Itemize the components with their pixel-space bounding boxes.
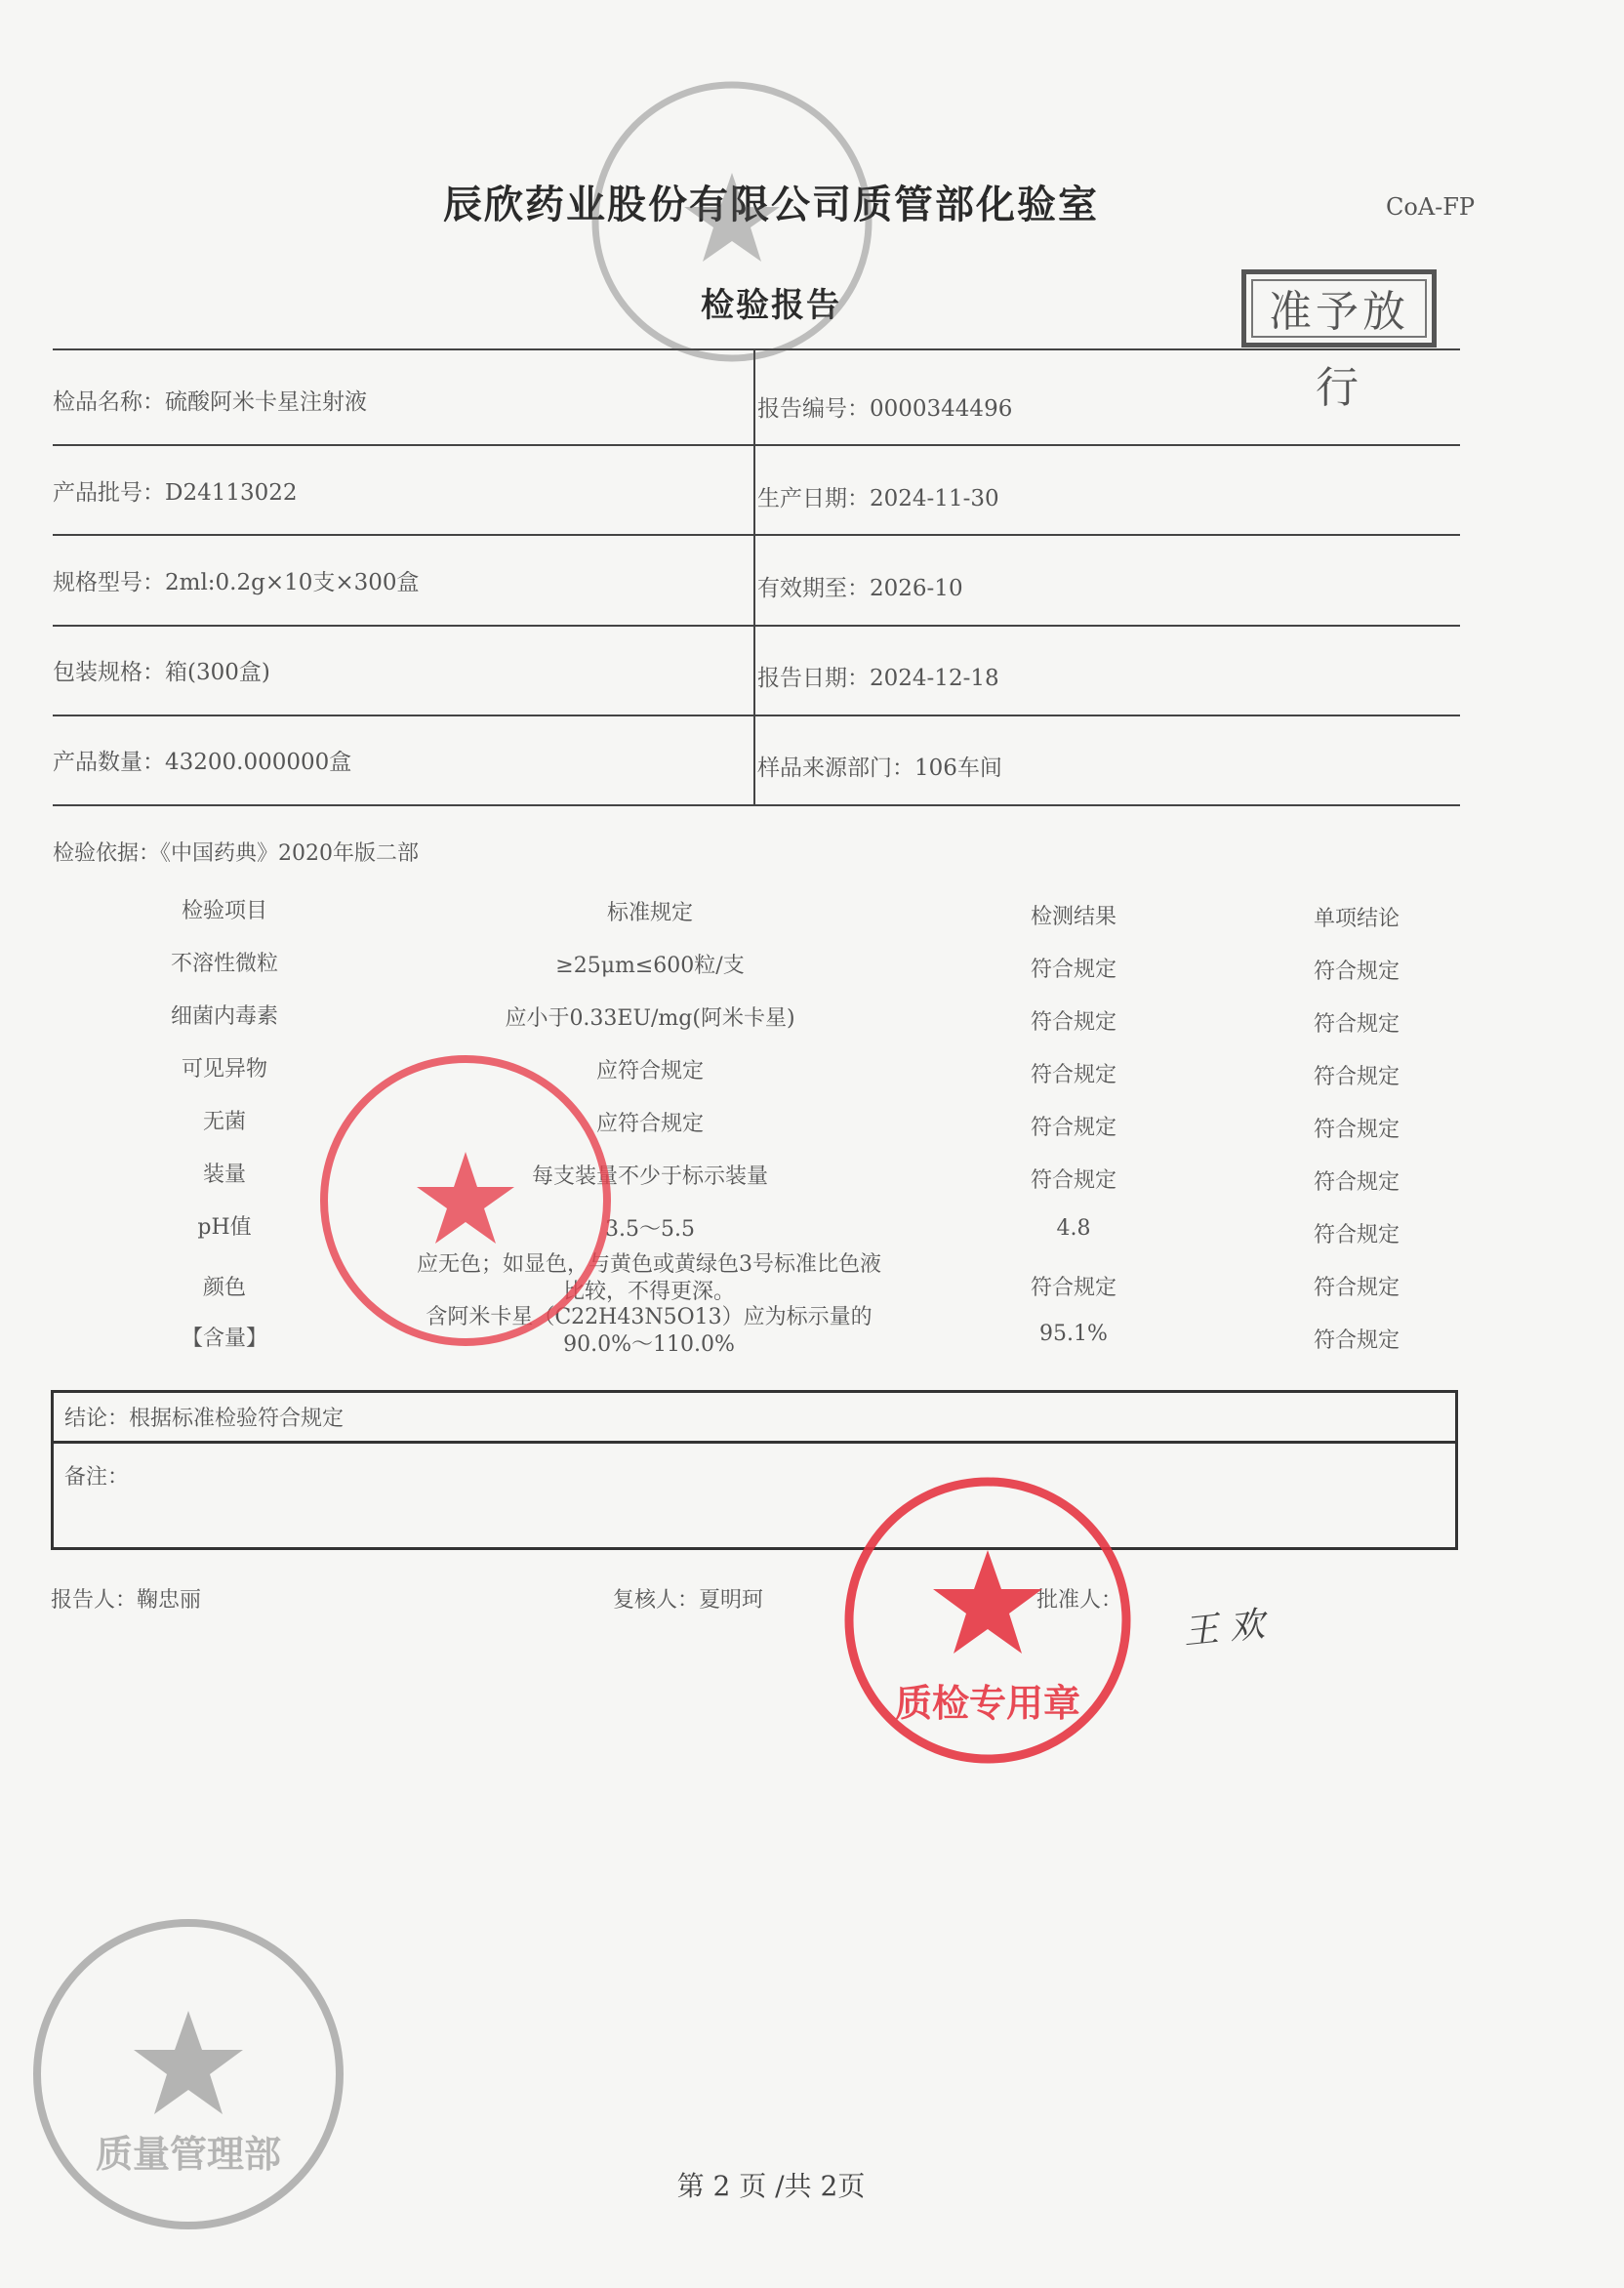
result-standard: 应符合规定 <box>595 1112 704 1136</box>
result-standard: 每支装量不少于标示装量 <box>531 1164 768 1189</box>
report-title: 检验报告 <box>701 286 841 325</box>
quality-seal-bottom <box>27 1913 349 2235</box>
expiry-date-field: 有效期至：2026-10 <box>757 576 963 601</box>
info-table-divider <box>753 348 755 804</box>
result-conclusion: 符合规定 <box>1313 1170 1400 1195</box>
svg-text:质量管理部: 质量管理部 <box>95 2132 282 2176</box>
info-table-rule <box>53 715 1460 716</box>
result-value: 符合规定 <box>1030 1063 1116 1087</box>
release-stamp: 准予放行 <box>1241 269 1437 347</box>
reporter: 报告人：鞠忠丽 <box>51 1588 202 1613</box>
result-item: 可见异物 <box>181 1057 267 1082</box>
specification-field: 规格型号：2ml:0.2g×10支×300盒 <box>53 570 420 595</box>
col-header-standard: 标准规定 <box>606 901 693 925</box>
reviewer: 复核人：夏明珂 <box>613 1588 764 1613</box>
approver-signature: 王 欢 <box>1181 1604 1267 1654</box>
batch-number-field: 产品批号：D24113022 <box>53 480 298 506</box>
svg-text:质检专用章: 质检专用章 <box>894 1682 1081 1725</box>
result-standard: 应符合规定 <box>595 1059 704 1083</box>
result-item: 装量 <box>202 1163 246 1187</box>
result-conclusion: 符合规定 <box>1313 1118 1400 1142</box>
result-value: 符合规定 <box>1030 958 1116 982</box>
result-value: 符合规定 <box>1030 1276 1116 1300</box>
info-table-rule <box>53 534 1460 536</box>
info-table-rule <box>53 625 1460 627</box>
col-header-conclusion: 单项结论 <box>1313 907 1400 931</box>
result-item: 颜色 <box>202 1276 246 1300</box>
approver: 批准人： <box>1036 1588 1123 1613</box>
company-seal-top <box>586 70 878 373</box>
packaging-field: 包装规格：箱(300盒) <box>53 660 270 685</box>
result-value: 符合规定 <box>1030 1010 1116 1035</box>
quantity-field: 产品数量：43200.000000盒 <box>53 750 352 775</box>
result-conclusion: 符合规定 <box>1313 1065 1400 1089</box>
result-conclusion: 符合规定 <box>1313 1276 1400 1300</box>
remarks-label: 备注： <box>64 1465 130 1490</box>
sample-source-field: 样品来源部门：106车间 <box>757 756 1002 781</box>
product-name-field: 检品名称：硫酸阿米卡星注射液 <box>53 389 367 415</box>
lab-title: 辰欣药业股份有限公司质管部化验室 <box>443 182 1099 227</box>
result-standard: 应小于0.33EU/mg(阿米卡星) <box>505 1006 795 1031</box>
report-number-field: 报告编号：0000344496 <box>757 396 1013 422</box>
result-standard: ≥25μm≤600粒/支 <box>555 954 745 978</box>
result-standard: 应无色；如显色，与黄色或黄绿色3号标准比色液比较，不得更深。 <box>417 1252 881 1304</box>
result-value: 95.1% <box>1039 1322 1108 1346</box>
conclusion-text: 结论：根据标准检验符合规定 <box>64 1407 345 1431</box>
result-item: 细菌内毒素 <box>170 1004 278 1029</box>
result-conclusion: 符合规定 <box>1313 960 1400 984</box>
result-value: 符合规定 <box>1030 1116 1116 1140</box>
result-value: 符合规定 <box>1030 1168 1116 1193</box>
result-item: 不溶性微粒 <box>170 952 278 976</box>
test-basis: 检验依据：《中国药典》2020年版二部 <box>53 841 419 866</box>
result-item: pH值 <box>197 1215 252 1240</box>
page-number: 第 2 页 /共 2页 <box>676 2170 866 2202</box>
production-date-field: 生产日期：2024-11-30 <box>757 486 999 511</box>
result-value: 4.8 <box>1056 1216 1091 1241</box>
report-date-field: 报告日期：2024-12-18 <box>757 666 999 691</box>
result-conclusion: 符合规定 <box>1313 1328 1400 1353</box>
red-seal-right <box>841 1474 1134 1767</box>
info-table-rule <box>53 444 1460 446</box>
conclusion-divider <box>51 1441 1458 1444</box>
result-standard: 3.5～5.5 <box>605 1217 695 1242</box>
col-header-result: 检测结果 <box>1030 905 1116 929</box>
result-conclusion: 符合规定 <box>1313 1223 1400 1247</box>
red-seal-left <box>314 1044 617 1357</box>
info-table-bottom-rule <box>53 804 1460 806</box>
result-item: 无菌 <box>202 1110 246 1134</box>
result-item: 【含量】 <box>181 1327 267 1351</box>
document-code: CoA-FP <box>1386 193 1476 221</box>
result-standard: 含阿米卡星（C22H43N5O13）应为标示量的90.0%～110.0% <box>426 1305 873 1357</box>
col-header-item: 检验项目 <box>181 899 267 923</box>
result-conclusion: 符合规定 <box>1313 1012 1400 1037</box>
